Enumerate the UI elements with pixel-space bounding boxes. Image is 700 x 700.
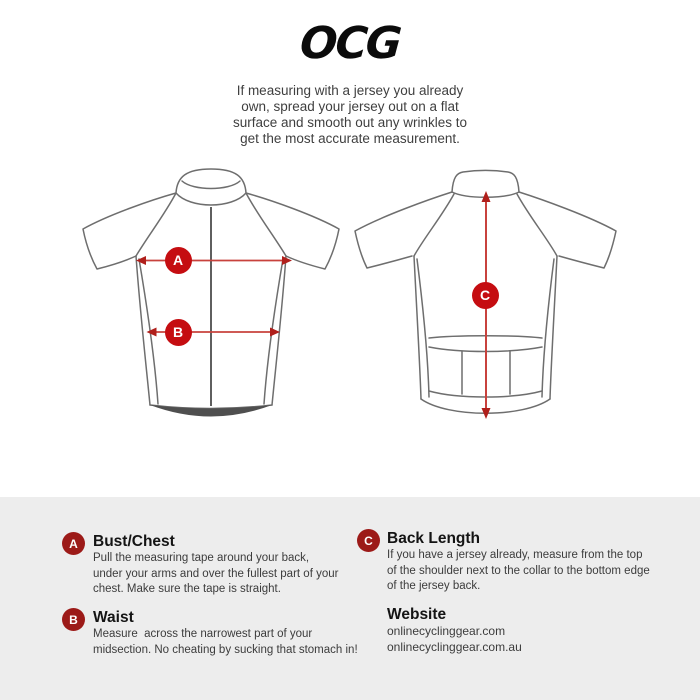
desc-line: of the jersey back.	[387, 580, 481, 592]
intro-line: If measuring with a jersey you already	[236, 83, 464, 98]
intro-line: surface and smooth out any wrinkles to	[232, 115, 468, 130]
legend-desc-bust-chest	[93, 551, 338, 598]
legend-title-back-length: Back Length	[387, 530, 481, 547]
desc-line: If you have a jersey already, measure from the top	[387, 549, 643, 561]
legend-marker-b: B	[62, 608, 85, 631]
desc-line: under your arms and over the fullest part of your	[93, 567, 339, 580]
measurement-arrow-a	[136, 256, 292, 265]
website-title: Website	[387, 606, 447, 623]
legend-desc-back-length	[387, 548, 650, 595]
desc-line: midsection. No cheating by sucking that stomach in!	[93, 643, 358, 656]
legend-desc-waist	[93, 627, 358, 658]
marker-a-badge: A	[165, 247, 192, 274]
front-jersey-illustration	[76, 166, 346, 424]
legend-title-waist: Waist	[93, 609, 134, 626]
legend-title-bust-chest: Bust/Chest	[93, 533, 175, 550]
website-url: onlinecyclinggear.com.au	[387, 639, 522, 654]
intro-line: get the most accurate measurement.	[240, 131, 460, 146]
intro-text	[0, 83, 700, 147]
legend-marker-a: A	[62, 532, 85, 555]
marker-b-badge: B	[165, 319, 192, 346]
website-urls	[387, 624, 522, 655]
desc-line: chest. Make sure the tape is straight.	[93, 583, 281, 595]
website-url: onlinecyclinggear.com	[387, 624, 506, 638]
legend-footer	[0, 497, 700, 700]
desc-line: Measure across the narrowest part of your	[93, 628, 313, 640]
desc-line: Pull the measuring tape around your back,	[93, 552, 310, 564]
marker-c-badge: C	[472, 282, 499, 309]
desc-line: of the shoulder next to the collar to the bottom edge	[387, 564, 650, 577]
intro-line: own, spread your jersey out on a flat	[241, 99, 459, 114]
ocg-logo: OCG	[298, 18, 402, 69]
front-jersey-outline	[83, 169, 339, 417]
legend-marker-c: C	[357, 529, 380, 552]
